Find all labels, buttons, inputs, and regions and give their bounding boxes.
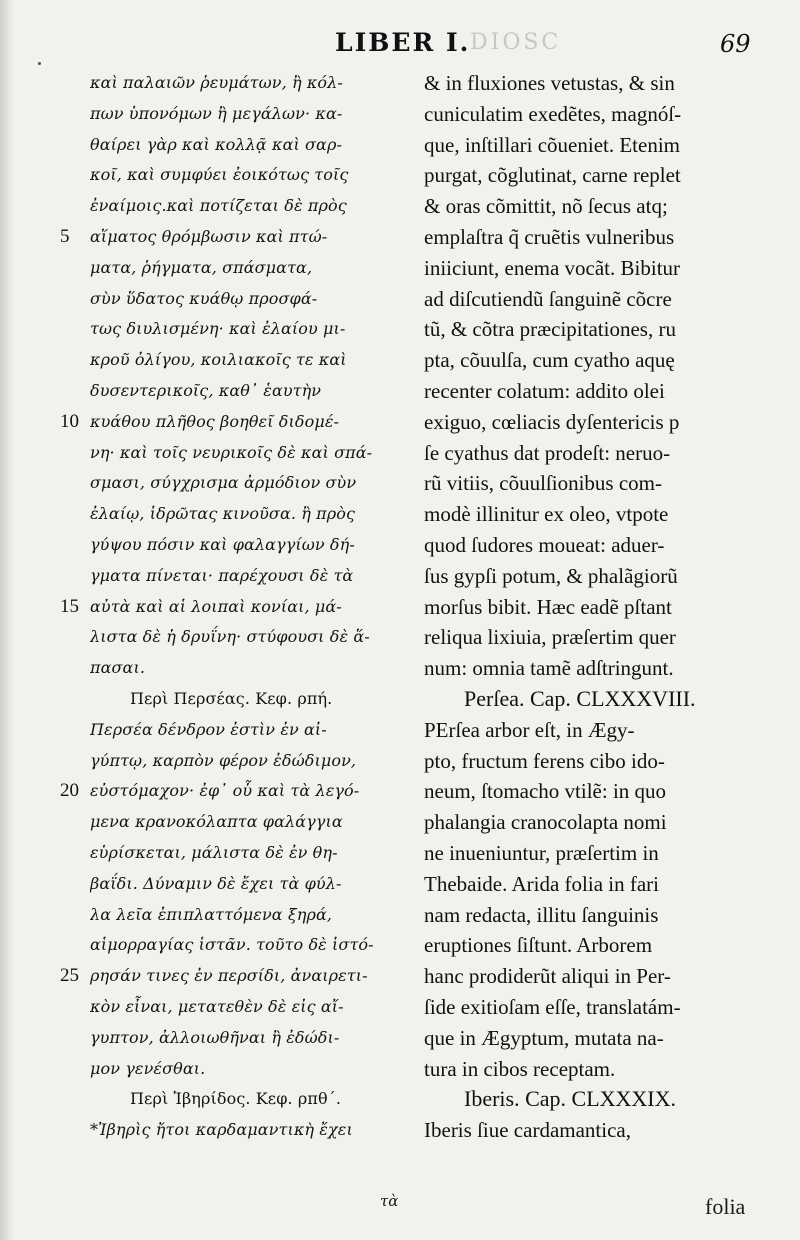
latin-text-line: cuniculatim exedẽtes, magnóſ-: [424, 101, 682, 126]
latin-text-line: modè illinitur ex oleo, vtpote: [424, 502, 669, 527]
latin-text-line: recenter colatum: addito olei: [424, 378, 665, 403]
page-number: 69: [720, 30, 751, 58]
greek-text-line: κοῖ, καὶ συμφύει ἐοικότως τοῖς: [90, 165, 349, 185]
greek-text-line: τως διυλισμένη· καὶ ἐλαίου μι-: [90, 319, 346, 339]
margin-line-number: 5: [60, 226, 70, 247]
running-head: LIBER I.: [335, 28, 471, 57]
greek-text-line: Περσέα δένδρον ἐστὶν ἐν αἰ-: [90, 719, 327, 739]
greek-chapter-heading: Περὶ Περσέας. Κεφ. ρπή.: [130, 688, 333, 708]
greek-text-line: αἱμορραγίας ἱστᾶν. τοῦτο δὲ ἱστό-: [90, 935, 374, 955]
latin-text-line: & in fluxiones vetustas, & sin: [424, 71, 675, 95]
margin-line-number: 20: [60, 780, 79, 802]
latin-text-line: ſus gypſi potum, & phalãgiorũ: [424, 563, 678, 588]
greek-catchword: τὰ: [380, 1192, 399, 1210]
greek-text-line: λιστα δὲ ἡ δρυΐνη· στύφουσι δὲ ἅ-: [90, 627, 370, 647]
margin-line-number: 15: [60, 595, 79, 617]
greek-text-line: ἐλαίῳ, ἱδρῶτας κινοῦσα. ἢ πρὸς: [90, 504, 356, 524]
latin-text-line: Thebaide. Arida folia in fari: [424, 871, 659, 896]
greek-text-line: μενα κρανοκόλαπτα φαλάγγια: [90, 812, 343, 832]
greek-text-line: θαίρει γὰρ καὶ κολλᾷ καὶ σαρ-: [90, 134, 342, 154]
latin-text-line: num: omnia tamẽ adſtringunt.: [424, 656, 674, 681]
latin-text-line: neum, ſtomacho vtilẽ: in quo: [424, 779, 667, 804]
margin-line-number: 10: [60, 410, 79, 432]
page-header: [0, 26, 800, 66]
latin-text-line: Iberis ſiue cardamantica,: [424, 1118, 631, 1143]
greek-text-line: δυσεντερικοῖς, καθ᾿ ἑαυτὴν: [90, 380, 322, 400]
greek-text-column: [90, 68, 408, 1146]
latin-chapter-heading: Perſea. Cap. CLXXXVIII.: [464, 685, 696, 711]
greek-text-line: μον γενέσθαι.: [90, 1058, 206, 1078]
latin-text-line: rũ vitiis, cõuulſionibus com-: [424, 471, 662, 496]
greek-text-line: σμασι, σύγχρισμα ἀρμόδιον σὺν: [90, 473, 357, 493]
latin-text-line: purgat, cõglutinat, carne replet: [424, 163, 681, 188]
latin-text-line: nam redacta, illitu ſanguinis: [424, 902, 659, 927]
latin-text-line: que in Ægyptum, mutata na-: [424, 1025, 664, 1050]
latin-text-line: quod ſudores moueat: aduer-: [424, 532, 665, 557]
latin-text-line: phalangia cranocolapta nomi: [424, 810, 667, 835]
latin-text-line: hanc prodiderũt aliqui in Per-: [424, 964, 671, 989]
margin-line-number: 25: [60, 965, 79, 987]
greek-text-line: πων ὑπονόμων ἢ μεγάλων· κα-: [90, 103, 343, 123]
greek-text-line: κυάθου πλῆθος βοηθεῖ διδομέ-: [90, 411, 340, 431]
greek-text-line: αὐτὰ καὶ αἱ λοιπαὶ κονίαι, μά-: [90, 596, 342, 616]
greek-text-line: γύψου πόσιν καὶ φαλαγγίων δή-: [90, 534, 355, 554]
greek-text-line: κροῦ ὀλίγου, κοιλιακοῖς τε καὶ: [90, 350, 347, 370]
latin-text-line: morſus bibit. Hæc eadẽ pſtant: [424, 594, 672, 619]
latin-text-line: emplaſtra q̃ cruẽtis vulneribus: [424, 224, 675, 249]
greek-text-line: νη· καὶ τοῖς νευρικοῖς δὲ καὶ σπά-: [90, 442, 373, 462]
greek-text-line: γύπτῳ, καρπὸν φέρον ἐδώδιμον,: [90, 750, 357, 770]
latin-text-column: [424, 68, 764, 1146]
greek-text-line: σὺν ὕδατος κυάθῳ προσφά-: [90, 288, 318, 308]
greek-text-line: εὑρίσκεται, μάλιστα δὲ ἐν θη-: [90, 842, 338, 862]
greek-text-line: κὸν εἶναι, μετατεθὲν δὲ εἰς αἴ-: [90, 996, 344, 1016]
latin-text-line: tũ, & cõtra præcipitationes, ru: [424, 317, 676, 342]
ink-speck: [38, 62, 41, 65]
greek-chapter-heading: Περὶ Ἰβηρίδος. Κεφ. ρπθ΄.: [130, 1089, 342, 1109]
latin-text-line: pto, fructum ferens cibo ido-: [424, 748, 665, 773]
latin-text-line: iniiciunt, enema vocãt. Bibitur: [424, 255, 681, 280]
greek-text-line: βαΐδι. Δύναμιν δὲ ἔχει τὰ φύλ-: [90, 873, 342, 893]
latin-text-line: pta, cõuulſa, cum cyatho aquę: [424, 348, 675, 373]
greek-text-line: ματα, ῥήγματα, σπάσματα,: [90, 257, 313, 277]
greek-text-line: γματα πίνεται· παρέχουσι δὲ τὰ: [90, 565, 354, 585]
latin-chapter-heading: Iberis. Cap. CLXXXIX.: [464, 1086, 677, 1112]
greek-text-line: ἐναίμοις.καὶ ποτίζεται δὲ πρὸς: [90, 196, 347, 216]
latin-text-line: eruptiones ſiſtunt. Arborem: [424, 933, 653, 958]
latin-text-line: tura in cibos receptam.: [424, 1056, 616, 1081]
greek-text-line: εὐστόμαχον· ἐφ᾿ οὗ καὶ τὰ λεγό-: [90, 781, 360, 801]
greek-text-line: πασαι.: [90, 658, 146, 678]
bleed-through-text: DIOSC: [470, 30, 562, 55]
latin-text-line: ſe cyathus dat prodeſt: neruo-: [424, 440, 671, 465]
greek-text-line: λα λεῖα ἐπιπλαττόμενα ξηρά,: [90, 904, 333, 924]
latin-text-line: ad diſcutiendũ ſanguinẽ cõcre: [424, 286, 672, 311]
latin-catchword: folia: [705, 1194, 746, 1219]
gutter-shadow: [0, 0, 14, 1240]
latin-text-line: exiguo, cœliacis dyſentericis p: [424, 409, 680, 434]
latin-text-line: & oras cõmittit, nõ ſecus atq;: [424, 194, 668, 219]
greek-text-line: ρησάν τινες ἐν περσίδι, ἀναιρετι-: [90, 966, 368, 986]
greek-text-line: *Ἰβηρὶς ἤτοι καρδαμαντικὴ ἔχει: [90, 1120, 353, 1140]
latin-text-line: reliqua lixiuia, præſertim quer: [424, 625, 676, 650]
latin-text-line: ſide exitioſam eſſe, translatám-: [424, 994, 681, 1019]
greek-text-line: αἵματος θρόμβωσιν καὶ πτώ-: [90, 226, 328, 246]
latin-text-line: PErſea arbor eſt, in Ægy-: [424, 717, 635, 742]
greek-text-line: γυπτον, ἀλλοιωθῆναι ἢ ἐδώδι-: [90, 1027, 340, 1047]
greek-text-line: καὶ παλαιῶν ῥευμάτων, ἢ κόλ-: [90, 73, 343, 92]
latin-text-line: que, inſtillari cõueniet. Etenim: [424, 132, 681, 157]
latin-text-line: ne inueniuntur, præſertim in: [424, 840, 659, 865]
